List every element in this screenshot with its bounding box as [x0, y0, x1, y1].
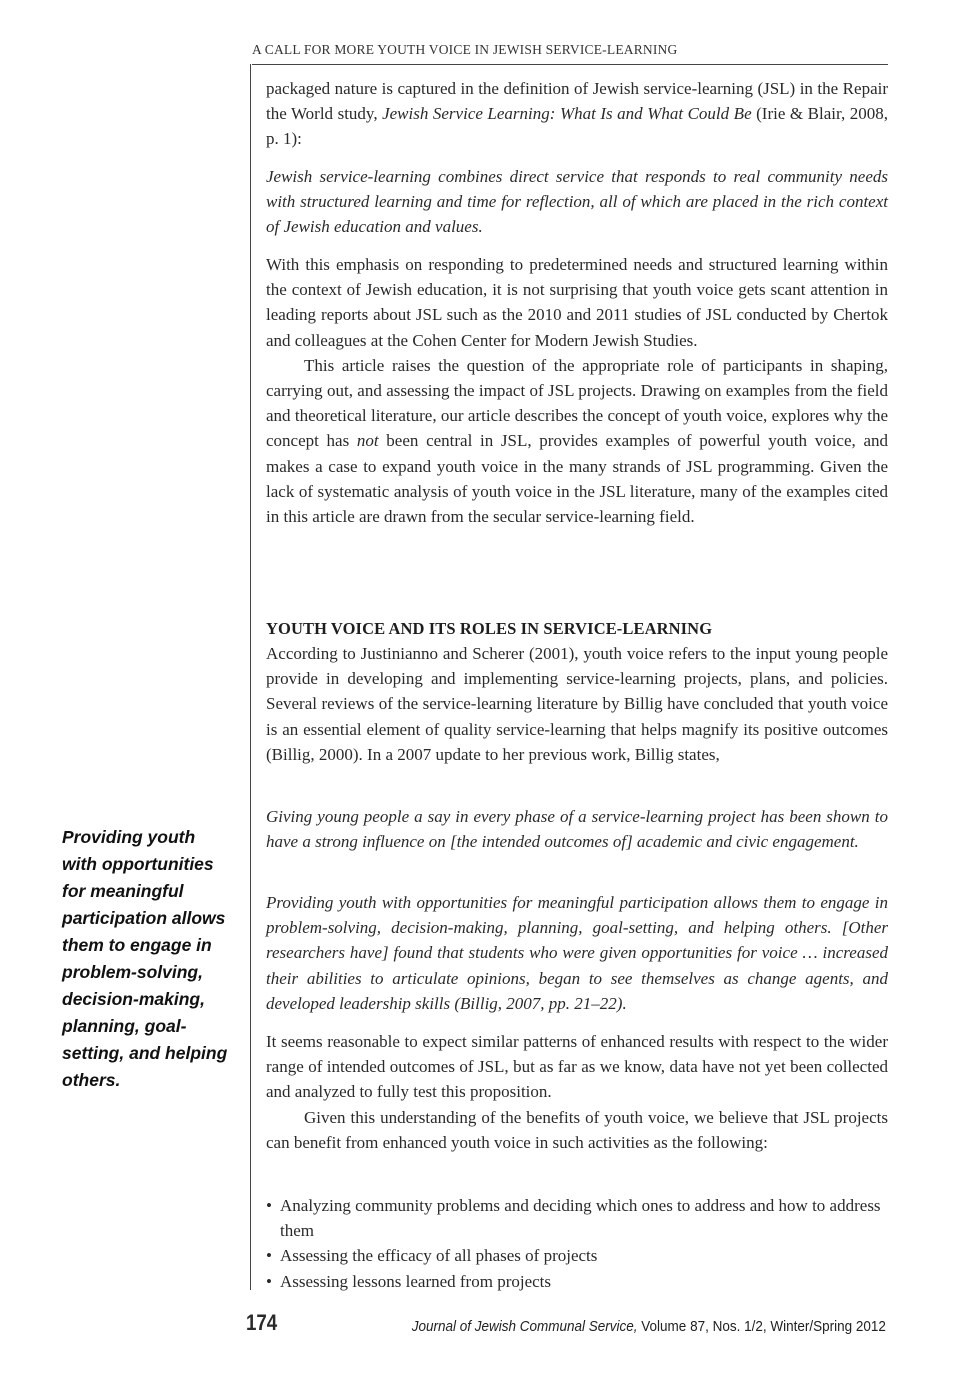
paragraph-3: According to Justinianno and Scherer (2001), youth voice refers to the input young people provide in developing and implementing service-learning projects, plans, and policies. Several reviews of the service-learning literature by Billig have concluded that youth voice is an essential element of quality service-learning that helps magnify its positive outcomes (Billig, 2000). In a 2007 update to her previous work, Billig states, [266, 644, 888, 764]
billig-quote-1-block [266, 804, 888, 854]
billig-quote-2: Providing youth with opportunities for meaningful participation allows them to engage in problem-solving, decision-making, planning, goal-setting, and helping others. [Other researchers have] found that students who were given opportunities for voice … increased their abilities to articulate opinions, began to see themselves as change agents, and developed leadership skills (Billig, 2007, pp. 21–22). [266, 893, 888, 1013]
paragraph-2 [266, 353, 888, 529]
journal-issue: Volume 87, Nos. 1/2, Winter/Spring 2012 [637, 1318, 886, 1335]
intro-citation: (Irie & Blair, 2008, p. 1): [266, 104, 889, 149]
pull-quote: Providing youth with opportunities for meaningful participation allows them to engage in problem-solving, decision-making, planning, goal-setting, and helping others. [62, 827, 228, 1090]
paragraph-4: It seems reasonable to expect similar patterns of enhanced results with respect to the wider range of intended outcomes of JSL, but as far as we know, data have not yet been collected and analyzed to fully test this proposition. [266, 1032, 888, 1102]
list-item: • Analyzing community problems and deciding which ones to address and how to address them [266, 1193, 888, 1243]
running-head: A CALL FOR MORE YOUTH VOICE IN JEWISH SERVICE-LEARNING [252, 42, 678, 57]
billig-quote-2-block [266, 890, 888, 1016]
intro-lead: packaged nature is captured in the definition of Jewish service-learning (JSL) in the Repair the World study, [266, 79, 888, 124]
section-block [266, 616, 888, 767]
header-rule [252, 64, 888, 65]
definition-quote-block [266, 164, 888, 240]
intro-block [266, 76, 888, 152]
bullet-block [266, 1193, 888, 1294]
list-item: • Assessing lessons learned from projects [266, 1269, 888, 1294]
study-title: Jewish Service Learning: What Is and What Could Be [382, 104, 752, 124]
column-rule [250, 64, 251, 1290]
definition-quote: Jewish service-learning combines direct service that responds to real community needs with structured learning and time for reflection, all of which are placed in the rich context of Jewish education and values. [266, 167, 888, 237]
journal-title: Journal of Jewish Communal Service, [411, 1318, 638, 1335]
page-number: 174 [246, 1310, 278, 1335]
billig-quote-1: Giving young people a say in every phase of a service-learning project has been shown to have a strong influence on [the intended outcomes of] academic and civic engagement. [266, 807, 888, 852]
paragraph-5: Given this understanding of the benefits of youth voice, we believe that JSL projects can benefit from enhanced youth voice in such activities as the following: [266, 1107, 888, 1152]
paragraph-2-after: been central in JSL, provides examples of powerful youth voice, and makes a case to expand youth voice in the many strands of JSL programming. Given the lack of systematic analysis of youth voice in the JSL literature, many of the examples cited in this article are drawn from the secular service-learning field. [266, 431, 888, 527]
body-block-1 [266, 252, 888, 529]
activity-list [266, 1193, 888, 1294]
intro-paragraph [266, 76, 888, 152]
section-heading: YOUTH VOICE AND ITS ROLES IN SERVICE-LEARNING [266, 619, 713, 638]
paragraph-2-before: This article raises the question of the appropriate role of participants in shaping, carrying out, and assessing the impact of JSL projects. Drawing on examples from the field and theoretical literature, our article describes the concept of youth voice, explores why the concept has [266, 355, 888, 451]
body-block-2 [266, 1029, 888, 1155]
journal-citation [412, 1318, 886, 1335]
paragraph-2-emphasis: not [356, 431, 379, 451]
paragraph-1: With this emphasis on responding to predetermined needs and structured learning within the context of Jewish education, it is not surprising that youth voice gets scant attention in leading reports about JSL such as the 2010 and 2011 studies of JSL conducted by Chertok and colleagues at the Cohen Center for Modern Jewish Studies. [266, 255, 888, 350]
list-item: • Assessing the efficacy of all phases of projects [266, 1243, 888, 1268]
